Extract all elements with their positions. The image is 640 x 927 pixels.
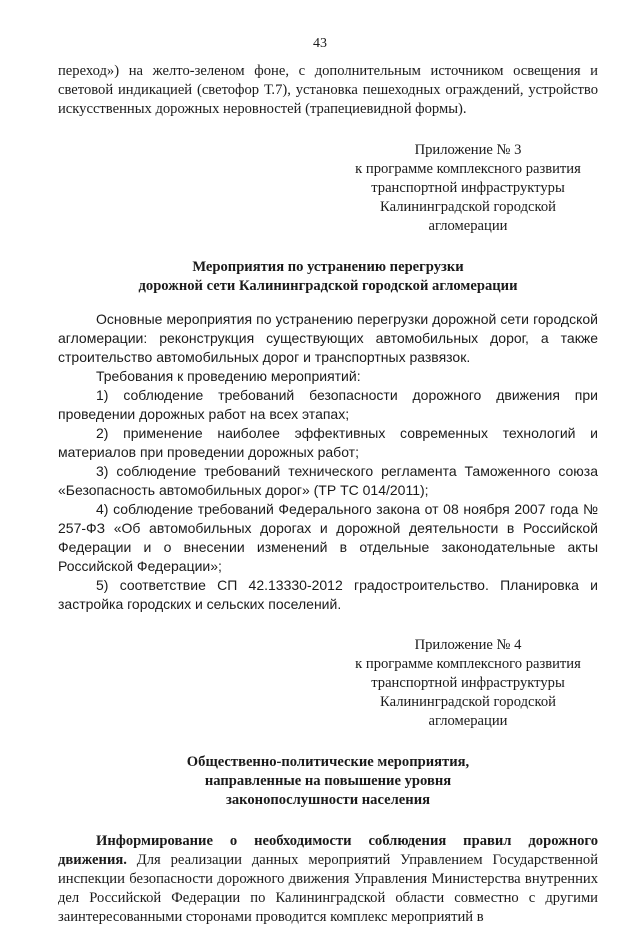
- requirement-item-5: 5) соответствие СП 42.13330-2012 градостроительство. Планировка и застройка городских и сельских поселений.: [58, 577, 598, 612]
- appendix-4-line: агломерации: [428, 713, 508, 729]
- appendix-3-line: транспортной инфраструктуры: [371, 180, 565, 196]
- section-2-title-line: направленные на повышение уровня: [204, 773, 452, 789]
- appendix-4-line: Калининградской городской: [380, 694, 556, 710]
- requirement-item-3: 3) соблюдение требований технического регламента Таможенного союза «Безопасность автомобильных дорог» (ТР ТС 014/2011);: [58, 463, 598, 498]
- appendix-4-block: [338, 636, 598, 731]
- section-1-title-line: дорожной сети Калининградской городской агломерации: [138, 278, 518, 294]
- requirement-item-4: 4) соблюдение требований Федерального закона от 08 ноября 2007 года № 257-ФЗ «Об автомобильных дорогах и дорожной деятельности в Российской Федерации и о внесении изменений в отдельные законодательные акты Российской Федерации»;: [58, 501, 598, 574]
- section-2-lead-text: Для реализации данных мероприятий Управлением Государственной инспекции безопасности дорожного движения Управления Министерства внутренних дел Российской Федерации по Калининградской области совместно с другими заинтересованными сторонами проводится комплекс мероприятий в: [58, 852, 598, 925]
- section-2-lead-bold: Информирование о необходимости соблюдения правил дорожного движения.: [58, 833, 598, 868]
- section-2-heading: [58, 753, 598, 810]
- requirement-item-1: 1) соблюдение требований безопасности дорожного движения при проведении дорожных работ на всех этапах;: [58, 387, 598, 422]
- section-1-title-line: Мероприятия по устранению перегрузки: [192, 259, 464, 275]
- section-1-heading: [58, 258, 598, 296]
- page-content: [58, 62, 598, 927]
- intro-paragraph: переход») на желто-зеленом фоне, с дополнительным источником освещения и световой индикацией (светофор Т.7), установка пешеходных ограждений, устройство искусственных дорожных неровностей (трапециевидной формы).: [58, 63, 598, 117]
- appendix-4-line: к программе комплексного развития: [355, 656, 581, 672]
- appendix-4-line: транспортной инфраструктуры: [371, 675, 565, 691]
- section-2-paragraph: [58, 832, 598, 927]
- requirement-item-2: 2) применение наиболее эффективных современных технологий и материалов при проведении дорожных работ;: [58, 425, 598, 460]
- appendix-3-line: агломерации: [428, 218, 508, 234]
- appendix-4-title: Приложение № 4: [414, 637, 522, 653]
- section-2-title-line: законопослушности населения: [226, 792, 430, 808]
- section-1-body: [58, 310, 598, 614]
- requirements-intro: Требования к проведению мероприятий:: [96, 368, 361, 384]
- page-number: 43: [313, 36, 327, 51]
- appendix-3-title: Приложение № 3: [414, 142, 522, 158]
- section-1-paragraph: Основные мероприятия по устранению перегрузки дорожной сети городской агломерации: реконструкция существующих автомобильных дорог, а также строительство автомобильных дорог и транспортных развязок.: [58, 311, 598, 365]
- appendix-3-line: Калининградской городской: [380, 199, 556, 215]
- appendix-3-block: [338, 141, 598, 236]
- appendix-3-line: к программе комплексного развития: [355, 161, 581, 177]
- section-2-title-line: Общественно-политические мероприятия,: [186, 754, 470, 770]
